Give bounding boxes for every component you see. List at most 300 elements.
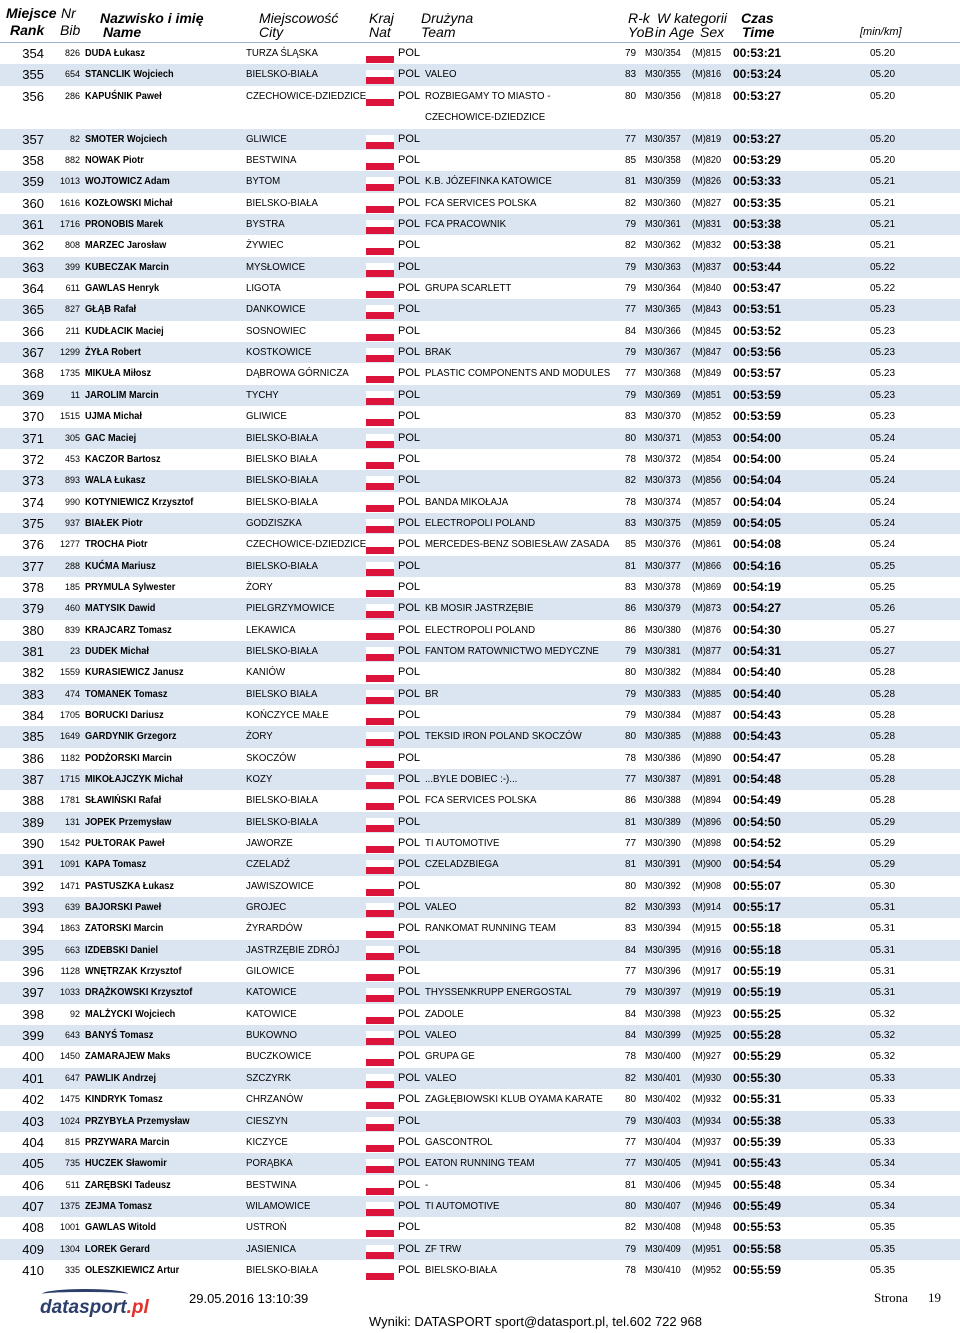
cell-city: BIELSKO-BIAŁA <box>246 68 318 81</box>
flag-icon <box>366 498 394 512</box>
cell-cat: M30/409 <box>645 1243 681 1255</box>
flag-icon <box>366 1095 394 1109</box>
cell-city: KOSTKOWICE <box>246 346 312 359</box>
cell-sex: (M)887 <box>692 709 722 721</box>
cell-cat: M30/400 <box>645 1051 681 1063</box>
flag-icon <box>366 70 394 84</box>
cell-name: GARDYNIK Grzegorz <box>85 731 177 743</box>
cell-pace: 05.27 <box>870 624 896 636</box>
flag-icon <box>366 796 394 810</box>
table-row <box>0 961 960 982</box>
header-czas: Czas <box>741 10 774 26</box>
cell-rank: 362 <box>22 238 44 254</box>
cell-city: PORĄBKA <box>246 1157 293 1170</box>
cell-rank: 360 <box>22 195 44 211</box>
cell-yob: 83 <box>625 411 637 423</box>
table-row <box>0 428 960 449</box>
cell-rank: 391 <box>22 857 44 873</box>
cell-yob: 77 <box>625 133 637 145</box>
cell-bib: 1515 <box>59 411 80 422</box>
cell-pace: 05.32 <box>870 1008 896 1020</box>
cell-time: 00:54:40 <box>733 665 782 680</box>
cell-pace: 05.31 <box>870 987 896 999</box>
cell-rank: 393 <box>22 900 44 916</box>
cell-yob: 78 <box>625 1264 637 1276</box>
cell-rank: 397 <box>22 985 44 1001</box>
cell-nat: POL <box>398 858 421 871</box>
cell-city: ŻORY <box>246 730 273 743</box>
cell-pace: 05.28 <box>870 709 896 721</box>
flag-icon <box>366 199 394 213</box>
flag-icon <box>366 1031 394 1045</box>
cell-rank: 355 <box>22 67 44 83</box>
page-number: 19 <box>928 1290 941 1305</box>
cell-bib: 1559 <box>59 667 80 678</box>
cell-team: THYSSENKRUPP ENERGOSTAL <box>425 986 572 999</box>
cell-cat: M30/392 <box>645 880 681 892</box>
cell-name: KUĆMA Mariusz <box>85 560 156 572</box>
cell-city: GODZISZKA <box>246 516 302 529</box>
cell-pace: 05.30 <box>870 880 896 892</box>
cell-rank: 390 <box>22 836 44 852</box>
flag-icon <box>366 818 394 832</box>
cell-pace: 05.31 <box>870 944 896 956</box>
table-row <box>0 150 960 171</box>
cell-rank: 366 <box>22 323 44 339</box>
cell-yob: 79 <box>625 1243 637 1255</box>
cell-nat: POL <box>398 602 421 615</box>
cell-time: 00:53:59 <box>733 387 782 402</box>
cell-yob: 81 <box>625 560 637 572</box>
cell-team: ROZBIEGAMY TO MIASTO - <box>425 89 551 102</box>
cell-name: GAWLAS Henryk <box>85 283 160 295</box>
cell-team: K.B. JÓZEFINKA KATOWICE <box>425 175 552 188</box>
cell-yob: 84 <box>625 944 637 956</box>
cell-yob: 79 <box>625 347 637 359</box>
cell-pace: 05.33 <box>870 1094 896 1106</box>
flag-icon <box>366 1202 394 1216</box>
cell-pace: 05.35 <box>870 1222 896 1234</box>
cell-yob: 79 <box>625 688 637 700</box>
cell-yob: 84 <box>625 325 637 337</box>
cell-pace: 05.35 <box>870 1264 896 1276</box>
header-yob: YoB <box>628 24 654 40</box>
cell-bib: 1033 <box>59 987 80 998</box>
cell-cat: M30/381 <box>645 645 681 657</box>
cell-time: 00:54:16 <box>733 558 782 573</box>
cell-time: 00:55:59 <box>733 1262 782 1277</box>
cell-time: 00:53:27 <box>733 131 782 146</box>
cell-pace: 05.21 <box>870 176 896 188</box>
cell-rank: 408 <box>22 1220 44 1236</box>
cell-yob: 81 <box>625 816 637 828</box>
table-row <box>0 1239 960 1260</box>
cell-team: GRUPA GE <box>425 1050 475 1063</box>
cell-pace: 05.28 <box>870 795 896 807</box>
header-sex: Sex <box>700 24 725 40</box>
cell-rank: 377 <box>22 558 44 574</box>
flag-icon <box>366 839 394 853</box>
cell-sex: (M)854 <box>692 453 722 465</box>
footer-contact: Wyniki: DATASPORT sport@datasport.pl, tel.602 722 968 <box>369 1314 702 1329</box>
cell-cat: M30/376 <box>645 539 681 551</box>
header-name: Name <box>103 24 142 40</box>
cell-name: HUCZEK Sławomir <box>85 1158 167 1170</box>
cell-name: BAJORSKI Paweł <box>85 902 162 914</box>
cell-time: 00:54:43 <box>733 729 782 744</box>
header-bib: Bib <box>60 22 81 38</box>
table-row <box>0 641 960 662</box>
cell-team: ...BYLE DOBIEC :-)... <box>425 773 518 785</box>
cell-cat: M30/355 <box>645 69 681 81</box>
flag-icon <box>366 305 394 319</box>
cell-yob: 83 <box>625 69 637 81</box>
header-wkategorii: W kategorii <box>657 10 728 26</box>
cell-team: ZADOLE <box>425 1007 464 1020</box>
cell-pace: 05.25 <box>870 581 896 593</box>
cell-bib: 1182 <box>60 752 80 763</box>
cell-time: 00:55:17 <box>733 900 782 915</box>
cell-city: KOZY <box>246 773 273 785</box>
cell-team: MERCEDES-BENZ SOBIESŁAW ZASADA <box>425 538 610 551</box>
cell-bib: 1716 <box>59 219 80 230</box>
cell-nat: POL <box>398 303 421 316</box>
cell-yob: 79 <box>625 219 637 231</box>
cell-city: CZECHOWICE-DZIEDZICE <box>246 538 367 551</box>
cell-city: CHRZANÓW <box>246 1093 303 1106</box>
cell-city: CZELADŹ <box>246 858 291 871</box>
cell-cat: M30/408 <box>645 1222 681 1234</box>
cell-pace: 05.20 <box>870 90 896 102</box>
table-row <box>0 534 960 555</box>
cell-sex: (M)919 <box>692 987 722 999</box>
cell-pace: 05.23 <box>870 389 896 401</box>
cell-bib: 643 <box>64 1030 80 1041</box>
cell-city: BIELSKO-BIAŁA <box>246 644 318 657</box>
cell-nat: POL <box>398 559 421 572</box>
cell-bib: 335 <box>64 1264 80 1275</box>
cell-city: JASIENICA <box>246 1242 296 1255</box>
cell-yob: 80 <box>625 432 637 444</box>
cell-pace: 05.34 <box>870 1179 896 1191</box>
flag-icon <box>366 967 394 981</box>
cell-bib: 286 <box>64 90 80 101</box>
cell-sex: (M)826 <box>692 176 722 188</box>
table-row <box>0 1089 960 1110</box>
cell-cat: M30/388 <box>645 795 681 807</box>
cell-sex: (M)815 <box>692 48 722 59</box>
cell-sex: (M)818 <box>692 90 722 102</box>
cell-sex: (M)885 <box>692 688 722 700</box>
cell-name: PAWLIK Andrzej <box>85 1072 157 1084</box>
cell-nat: POL <box>398 922 421 935</box>
cell-sex: (M)896 <box>692 816 722 828</box>
cell-city: BIELSKO-BIAŁA <box>246 794 318 807</box>
cell-team: EATON RUNNING TEAM <box>425 1157 535 1170</box>
cell-cat: M30/368 <box>645 368 681 380</box>
cell-bib: 82 <box>69 133 80 144</box>
cell-cat: M30/406 <box>645 1179 681 1191</box>
cell-sex: (M)914 <box>692 902 722 914</box>
flag-icon <box>366 284 394 298</box>
cell-bib: 611 <box>65 283 80 294</box>
flag-icon <box>366 1223 394 1237</box>
cell-cat: M30/398 <box>645 1008 681 1020</box>
cell-nat: POL <box>398 218 421 231</box>
cell-sex: (M)916 <box>692 944 722 956</box>
cell-city: GILOWICE <box>246 965 295 978</box>
flag-icon <box>366 49 394 63</box>
cell-yob: 79 <box>625 709 637 721</box>
cell-team: BIELSKO-BIAŁA <box>425 1263 497 1276</box>
cell-sex: (M)876 <box>692 624 722 636</box>
cell-city: BIELSKO-BIAŁA <box>246 495 318 508</box>
cell-time: 00:55:58 <box>733 1241 782 1256</box>
cell-pace: 05.28 <box>870 731 896 743</box>
cell-rank: 394 <box>22 921 44 937</box>
cell-cat: M30/377 <box>645 560 681 572</box>
cell-team: VALEO <box>425 901 457 914</box>
flag-icon <box>366 732 394 746</box>
cell-cat: M30/390 <box>645 838 681 850</box>
cell-time: 00:55:30 <box>733 1070 782 1085</box>
cell-rank: 386 <box>22 750 44 766</box>
table-row <box>0 1217 960 1238</box>
cell-cat: M30/373 <box>645 475 681 487</box>
cell-sex: (M)925 <box>692 1030 722 1042</box>
cell-sex: (M)900 <box>692 859 722 871</box>
cell-sex: (M)934 <box>692 1115 722 1127</box>
cell-bib: 1024 <box>59 1115 80 1126</box>
cell-pace: 05.34 <box>870 1200 896 1212</box>
flag-icon <box>366 1138 394 1152</box>
cell-bib: 460 <box>64 603 80 614</box>
cell-name: ŻYŁA Robert <box>85 347 141 359</box>
cell-rank: 363 <box>22 259 44 275</box>
cell-pace: 05.21 <box>870 240 896 252</box>
cell-sex: (M)908 <box>692 880 722 892</box>
cell-sex: (M)930 <box>692 1072 722 1084</box>
cell-team: VALEO <box>425 68 457 81</box>
table-row <box>0 684 960 705</box>
cell-time: 00:55:18 <box>733 942 782 957</box>
cell-nat: POL <box>398 730 421 743</box>
cell-bib: 1091 <box>59 859 80 870</box>
cell-time: 00:54:54 <box>733 857 782 872</box>
table-row <box>0 705 960 726</box>
cell-rank: 367 <box>22 345 44 361</box>
header-druzyna: Drużyna <box>421 10 474 26</box>
cell-yob: 80 <box>625 731 637 743</box>
cell-nat: POL <box>398 260 421 273</box>
cell-rank: 388 <box>22 793 44 809</box>
table-row <box>0 598 960 619</box>
cell-city: GROJEC <box>246 901 287 914</box>
cell-name: ZEJMA Tomasz <box>85 1200 152 1212</box>
cell-nat: POL <box>398 751 421 764</box>
cell-city: BIELSKO BIAŁA <box>246 687 318 700</box>
cell-name: PRYMULA Sylwester <box>85 581 176 593</box>
table-row <box>0 385 960 406</box>
cell-name: PUŁTORAK Paweł <box>85 838 165 850</box>
cell-pace: 05.29 <box>870 838 896 850</box>
cell-city: GLIWICE <box>246 410 287 423</box>
cell-pace: 05.32 <box>870 1051 896 1063</box>
cell-team: GRUPA SCARLETT <box>425 282 512 295</box>
flag-icon <box>366 583 394 597</box>
cell-cat: M30/354 <box>645 48 681 59</box>
cell-nat: POL <box>398 965 421 978</box>
cell-time: 00:53:52 <box>733 323 782 338</box>
cell-bib: 1616 <box>59 197 80 208</box>
cell-time: 00:53:38 <box>733 217 782 232</box>
cell-bib: 1735 <box>59 368 80 379</box>
header-time: Time <box>742 24 775 40</box>
cell-time: 00:54:19 <box>733 579 782 594</box>
cell-time: 00:54:40 <box>733 686 782 701</box>
cell-nat: POL <box>398 1135 421 1148</box>
cell-cat: M30/407 <box>645 1200 681 1212</box>
flag-icon <box>366 412 394 426</box>
header-team: Team <box>421 24 456 40</box>
cell-sex: (M)849 <box>692 368 722 380</box>
cell-cat: M30/362 <box>645 240 681 252</box>
cell-name: PRONOBIS Marek <box>85 219 164 231</box>
cell-cat: M30/360 <box>645 197 681 209</box>
cell-nat: POL <box>398 580 421 593</box>
cell-city: CZECHOWICE-DZIEDZICE <box>246 89 367 102</box>
cell-pace: 05.33 <box>870 1136 896 1148</box>
flag-icon <box>366 562 394 576</box>
cell-cat: M30/358 <box>645 155 681 167</box>
table-row <box>0 43 960 64</box>
table-row <box>0 1196 960 1217</box>
cell-name: WALA Łukasz <box>85 475 146 487</box>
cell-yob: 83 <box>625 517 637 529</box>
cell-time: 00:54:30 <box>733 622 782 637</box>
cell-pace: 05.29 <box>870 859 896 871</box>
cell-name: DUDA Łukasz <box>85 48 145 59</box>
cell-time: 00:54:04 <box>733 473 782 488</box>
cell-name: GŁĄB Rafał <box>85 304 137 316</box>
cell-bib: 1128 <box>60 966 80 977</box>
cell-city: TYCHY <box>246 388 279 401</box>
cell-team: CZELADZBIEGA <box>425 858 499 871</box>
cell-time: 00:54:50 <box>733 814 782 829</box>
cell-nat: POL <box>398 346 421 359</box>
cell-time: 00:54:49 <box>733 793 782 808</box>
header-nazwisko: Nazwisko i imię <box>100 10 204 26</box>
cell-name: KAPA Tomasz <box>85 859 147 871</box>
cell-time: 00:55:38 <box>733 1113 782 1128</box>
cell-bib: 1450 <box>59 1051 80 1062</box>
cell-sex: (M)856 <box>692 475 722 487</box>
table-row <box>0 1111 960 1132</box>
cell-name: JOPEK Przemysław <box>85 816 172 828</box>
cell-cat: M30/372 <box>645 453 681 465</box>
cell-yob: 85 <box>625 539 637 551</box>
cell-pace: 05.31 <box>870 966 896 978</box>
cell-nat: POL <box>398 196 421 209</box>
cell-cat: M30/391 <box>645 859 681 871</box>
cell-rank: 400 <box>22 1049 44 1065</box>
cell-sex: (M)827 <box>692 197 722 209</box>
cell-name: KINDRYK Tomasz <box>85 1094 163 1106</box>
cell-team: - <box>425 1178 429 1191</box>
cell-team: FANTOM RATOWNICTWO MEDYCZNE <box>425 644 599 657</box>
flag-icon <box>366 775 394 789</box>
cell-city: ŻYWIEC <box>246 239 284 252</box>
cell-name: KAPUŚNIK Paweł <box>85 90 162 102</box>
cell-yob: 79 <box>625 645 637 657</box>
cell-sex: (M)853 <box>692 432 722 444</box>
cell-yob: 77 <box>625 774 637 785</box>
cell-pace: 05.24 <box>870 475 896 487</box>
cell-city: SOSNOWIEC <box>246 324 307 337</box>
cell-cat: M30/379 <box>645 603 681 615</box>
cell-yob: 83 <box>625 923 637 935</box>
print-date: 29.05.2016 13:10:39 <box>189 1291 309 1306</box>
cell-city: BIELSKO-BIAŁA <box>246 815 318 828</box>
cell-bib: 511 <box>65 1179 80 1190</box>
cell-city: JAWISZOWICE <box>246 879 314 892</box>
table-row <box>0 1004 960 1025</box>
table-row <box>0 1132 960 1153</box>
cell-time: 00:55:19 <box>733 964 782 979</box>
cell-city: ŻORY <box>246 580 273 593</box>
cell-rank: 375 <box>22 515 44 531</box>
cell-city: LIGOTA <box>246 282 281 295</box>
cell-rank: 358 <box>22 153 44 169</box>
header-rk: R-k <box>628 10 650 26</box>
cell-yob: 84 <box>625 1030 637 1042</box>
flag-icon <box>366 604 394 618</box>
cell-city: MYSŁOWICE <box>246 260 306 273</box>
cell-nat: POL <box>398 1178 421 1191</box>
cell-bib: 1705 <box>59 709 80 720</box>
flag-icon <box>366 1052 394 1066</box>
cell-team-continued: CZECHOWICE-DZIEDZICE <box>425 110 546 123</box>
cell-cat: M30/369 <box>645 389 681 401</box>
cell-yob: 77 <box>625 304 637 316</box>
cell-nat: POL <box>398 1029 421 1042</box>
cell-nat: POL <box>398 815 421 828</box>
cell-nat: POL <box>398 687 421 700</box>
header-nat: Nat <box>369 24 391 40</box>
flag-icon <box>366 668 394 682</box>
cell-time: 00:55:49 <box>733 1198 782 1213</box>
cell-rank: 384 <box>22 707 44 723</box>
cell-time: 00:53:27 <box>733 88 782 103</box>
cell-yob: 81 <box>625 859 637 871</box>
flag-icon <box>366 882 394 896</box>
cell-rank: 409 <box>22 1241 44 1257</box>
cell-cat: M30/375 <box>645 517 681 529</box>
cell-nat: POL <box>398 495 421 508</box>
cell-rank: 379 <box>22 601 44 617</box>
cell-sex: (M)840 <box>692 283 722 295</box>
table-row <box>0 556 960 577</box>
cell-bib: 937 <box>64 517 80 528</box>
cell-pace: 05.33 <box>870 1115 896 1127</box>
cell-time: 00:55:39 <box>733 1134 782 1149</box>
cell-sex: (M)847 <box>692 347 722 359</box>
cell-name: DUDEK Michał <box>85 645 149 657</box>
table-header <box>0 0 960 43</box>
cell-sex: (M)866 <box>692 560 722 572</box>
table-row <box>0 363 960 384</box>
cell-yob: 81 <box>625 176 637 188</box>
